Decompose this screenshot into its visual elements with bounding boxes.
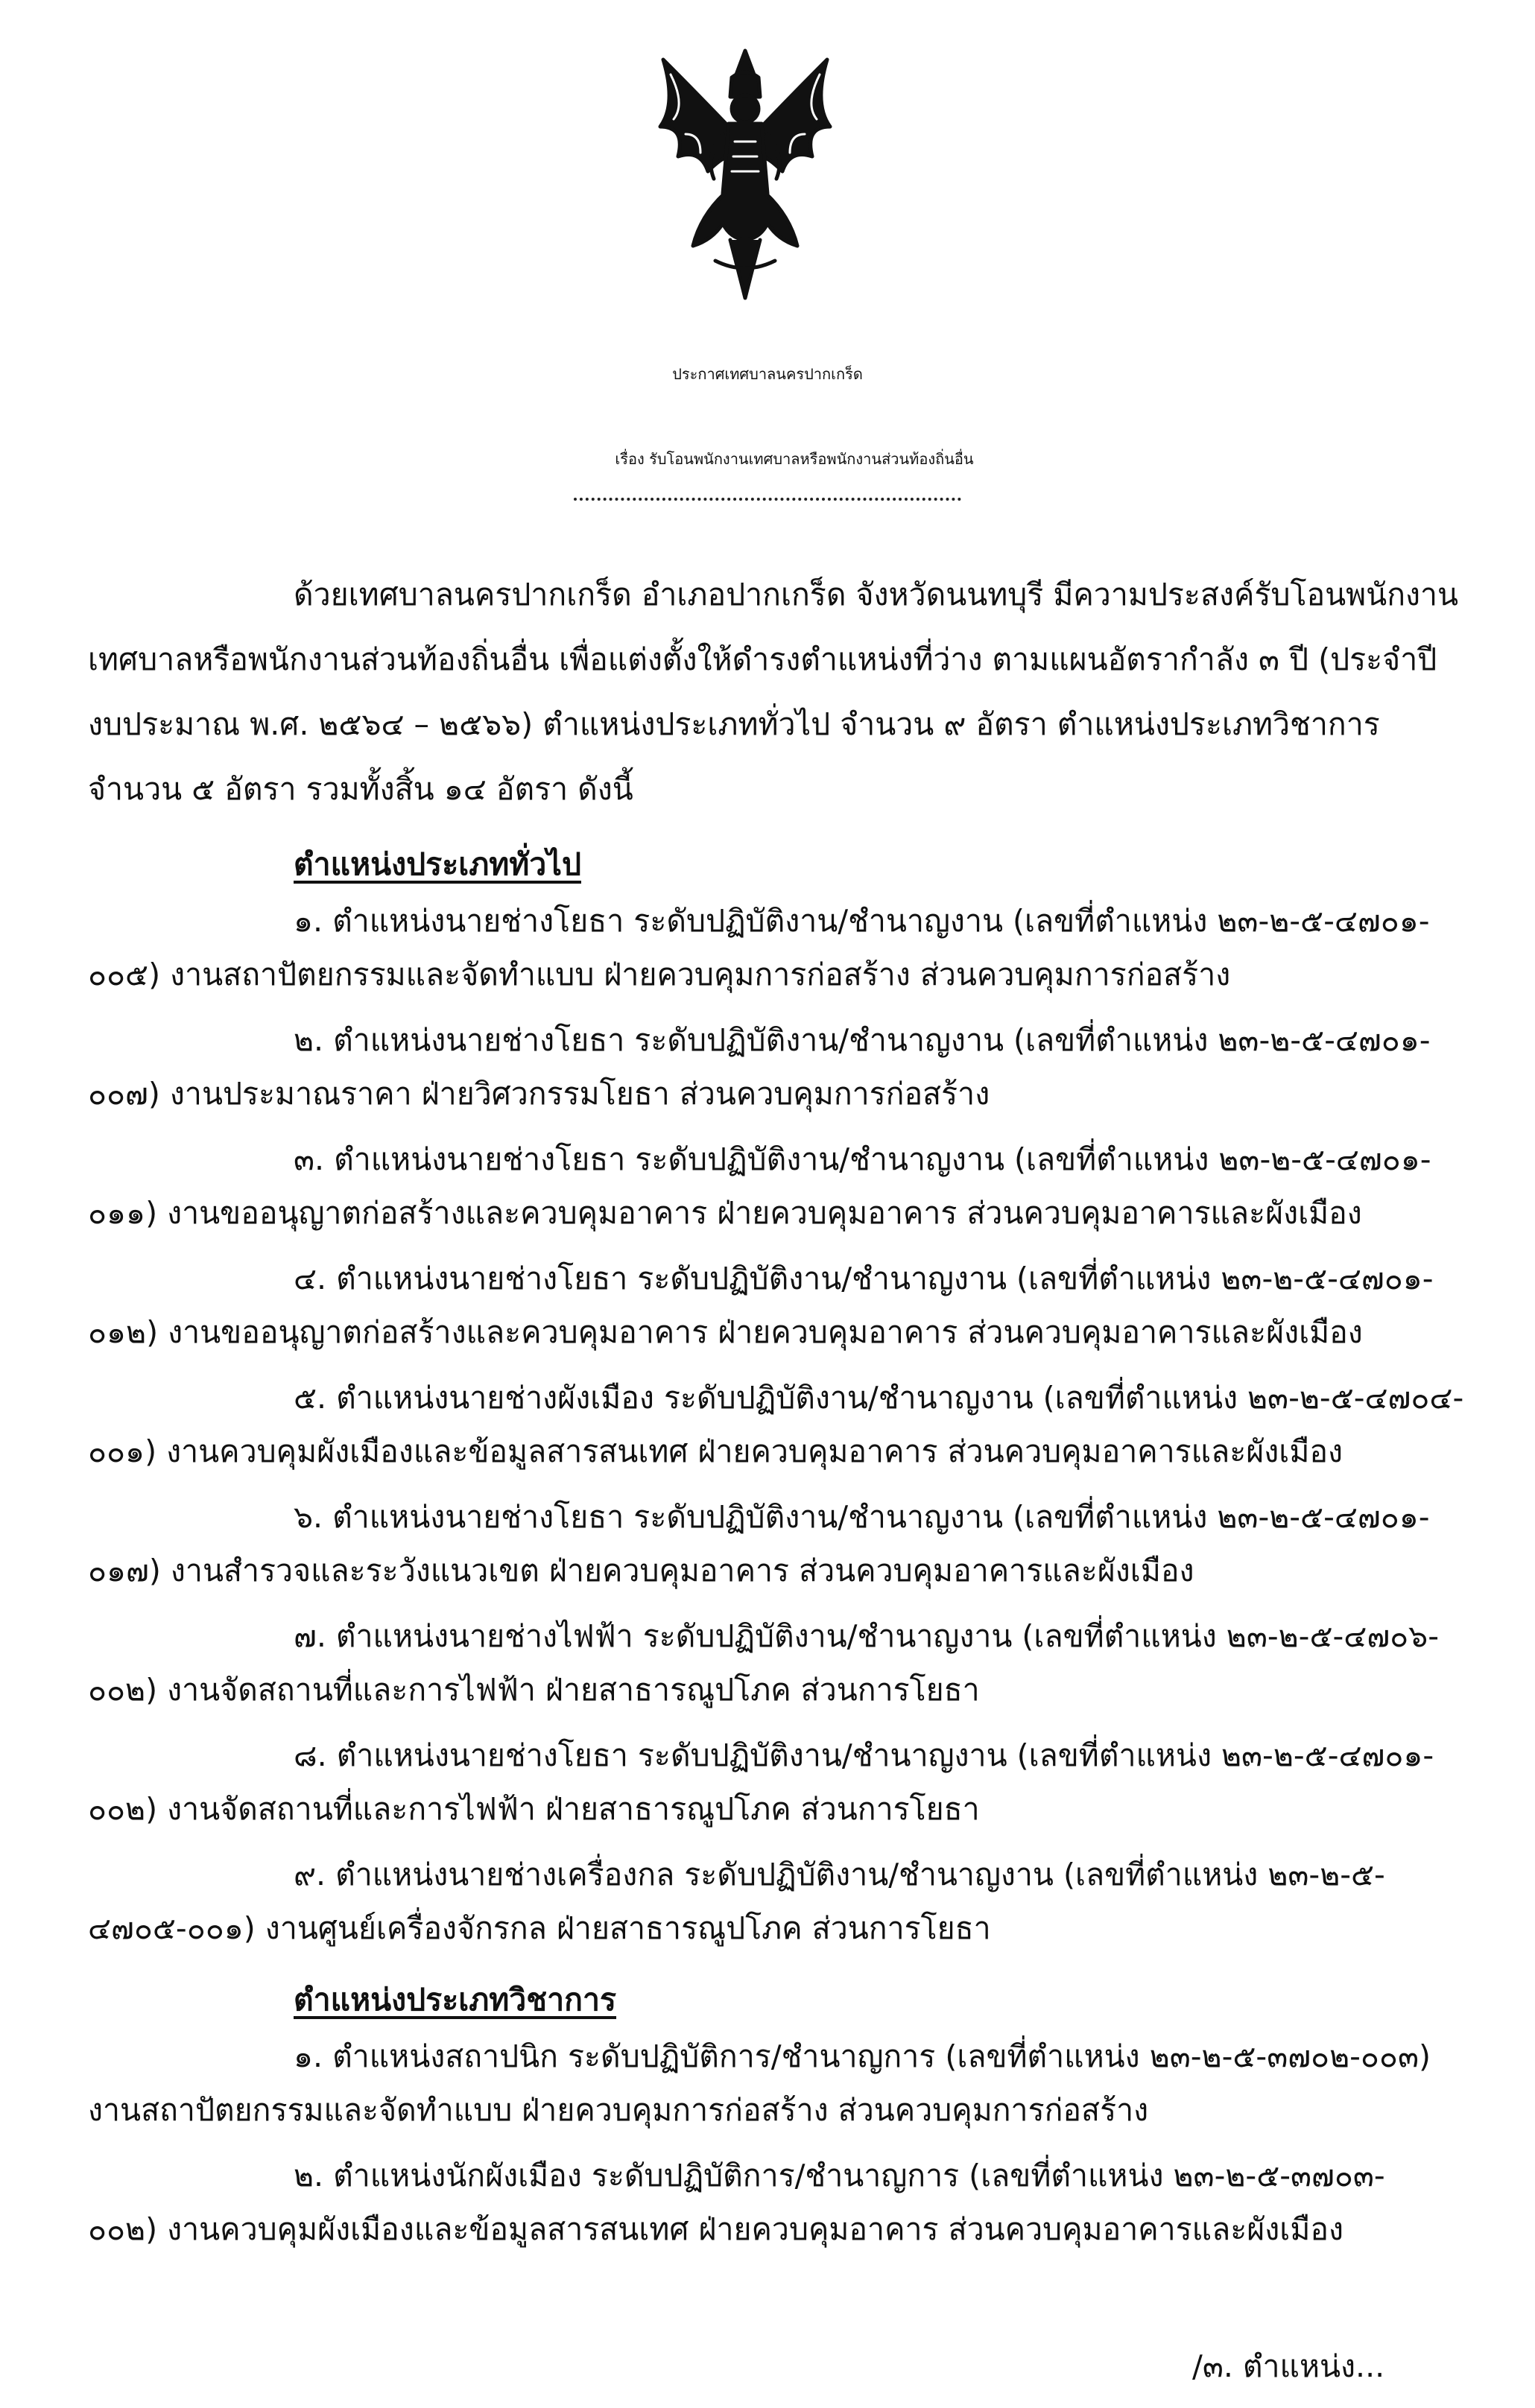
academic-item-2-line-1: ๒. ตำแหน่งนักผังเมือง ระดับปฏิบัติการ/ชำนาญการ (เลขที่ตำแหน่ง ๒๓-๒-๕-๓๗๐๓-: [294, 2158, 1385, 2193]
general-item-9-line-1: ๙. ตำแหน่งนายช่างเครื่องกล ระดับปฏิบัติงาน/ชำนาญงาน (เลขที่ตำแหน่ง ๒๓-๒-๕-: [294, 1857, 1385, 1892]
general-item-6-line-2: ๐๑๗) งานสำรวจและระวังแนวเขต ฝ่ายควบคุมอาคาร ส่วนควบคุมอาคารและผังเมือง: [88, 1553, 1194, 1588]
academic-item-1-line-1: ๑. ตำแหน่งสถาปนิก ระดับปฏิบัติการ/ชำนาญการ (เลขที่ตำแหน่ง ๒๓-๒-๕-๓๗๐๒-๐๐๓): [294, 2038, 1431, 2074]
intro-line-2: เทศบาลหรือพนักงานส่วนท้องถิ่นอื่น เพื่อแต่งตั้งให้ดำรงตำแหน่งที่ว่าง ตามแผนอัตรากำลัง ๓ ปี (ประจำปี: [88, 641, 1437, 677]
title-divider: [574, 498, 961, 501]
document-subject: เรื่อง รับโอนพนักงานเทศบาลหรือพนักงานส่วนท้องถิ่นอื่น: [615, 450, 974, 468]
intro-line-1: ด้วยเทศบาลนครปากเกร็ด อำเภอปากเกร็ด จังหวัดนนทบุรี มีความประสงค์รับโอนพนักงาน: [294, 577, 1459, 612]
general-item-5-line-2: ๐๐๑) งานควบคุมผังเมืองและข้อมูลสารสนเทศ ฝ่ายควบคุมอาคาร ส่วนควบคุมอาคารและผังเมือง: [88, 1433, 1343, 1469]
general-item-5-line-1: ๕. ตำแหน่งนายช่างผังเมือง ระดับปฏิบัติงาน/ชำนาญงาน (เลขที่ตำแหน่ง ๒๓-๒-๕-๔๗๐๔-: [294, 1380, 1464, 1416]
general-item-7-line-1: ๗. ตำแหน่งนายช่างไฟฟ้า ระดับปฏิบัติงาน/ชำนาญงาน (เลขที่ตำแหน่ง ๒๓-๒-๕-๔๗๐๖-: [294, 1618, 1439, 1654]
general-item-2-line-1: ๒. ตำแหน่งนายช่างโยธา ระดับปฏิบัติงาน/ชำนาญงาน (เลขที่ตำแหน่ง ๒๓-๒-๕-๔๗๐๑-: [294, 1022, 1431, 1058]
document-title: ประกาศเทศบาลนครปากเกร็ด: [672, 365, 863, 383]
general-item-3-line-1: ๓. ตำแหน่งนายช่างโยธา ระดับปฏิบัติงาน/ชำนาญงาน (เลขที่ตำแหน่ง ๒๓-๒-๕-๔๗๐๑-: [294, 1141, 1431, 1177]
general-item-8-line-1: ๘. ตำแหน่งนายช่างโยธา ระดับปฏิบัติงาน/ชำนาญงาน (เลขที่ตำแหน่ง ๒๓-๒-๕-๔๗๐๑-: [294, 1737, 1434, 1773]
general-item-3-line-2: ๐๑๑) งานขออนุญาตก่อสร้างและควบคุมอาคาร ฝ่ายควบคุมอาคาร ส่วนควบคุมอาคารและผังเมือง: [88, 1195, 1362, 1231]
general-item-4-line-2: ๐๑๒) งานขออนุญาตก่อสร้างและควบคุมอาคาร ฝ่ายควบคุมอาคาร ส่วนควบคุมอาคารและผังเมือง: [88, 1314, 1363, 1350]
general-item-2-line-2: ๐๐๗) งานประมาณราคา ฝ่ายวิศวกรรมโยธา ส่วนควบคุมการก่อสร้าง: [88, 1076, 990, 1112]
academic-item-2-line-2: ๐๐๒) งานควบคุมผังเมืองและข้อมูลสารสนเทศ ฝ่ายควบคุมอาคาร ส่วนควบคุมอาคารและผังเมือง: [88, 2211, 1343, 2247]
intro-line-3: งบประมาณ พ.ศ. ๒๕๖๔ – ๒๕๖๖) ตำแหน่งประเภททั่วไป จำนวน ๙ อัตรา ตำแหน่งประเภทวิชาการ: [88, 706, 1380, 742]
garuda-emblem-icon: [641, 45, 849, 313]
section-heading-general: ตำแหน่งประเภททั่วไป: [294, 846, 581, 882]
general-item-1-line-1: ๑. ตำแหน่งนายช่างโยธา ระดับปฏิบัติงาน/ชำนาญงาน (เลขที่ตำแหน่ง ๒๓-๒-๕-๔๗๐๑-: [294, 903, 1430, 939]
page-continuation: /๓. ตำแหน่ง...: [1192, 2348, 1385, 2384]
academic-item-1-line-2: งานสถาปัตยกรรมและจัดทำแบบ ฝ่ายควบคุมการก่อสร้าง ส่วนควบคุมการก่อสร้าง: [88, 2092, 1149, 2128]
general-item-4-line-1: ๔. ตำแหน่งนายช่างโยธา ระดับปฏิบัติงาน/ชำนาญงาน (เลขที่ตำแหน่ง ๒๓-๒-๕-๔๗๐๑-: [294, 1261, 1434, 1296]
general-item-9-line-2: ๔๗๐๕-๐๐๑) งานศูนย์เครื่องจักรกล ฝ่ายสาธารณูปโภค ส่วนการโยธา: [88, 1910, 991, 1946]
general-item-8-line-2: ๐๐๒) งานจัดสถานที่และการไฟฟ้า ฝ่ายสาธารณูปโภค ส่วนการโยธา: [88, 1791, 980, 1827]
intro-line-4: จำนวน ๕ อัตรา รวมทั้งสิ้น ๑๔ อัตรา ดังนี้: [88, 771, 633, 807]
general-item-7-line-2: ๐๐๒) งานจัดสถานที่และการไฟฟ้า ฝ่ายสาธารณูปโภค ส่วนการโยธา: [88, 1672, 980, 1708]
general-item-1-line-2: ๐๐๕) งานสถาปัตยกรรมและจัดทำแบบ ฝ่ายควบคุมการก่อสร้าง ส่วนควบคุมการก่อสร้าง: [88, 957, 1231, 992]
section-heading-academic: ตำแหน่งประเภทวิชาการ: [294, 1982, 617, 2018]
general-item-6-line-1: ๖. ตำแหน่งนายช่างโยธา ระดับปฏิบัติงาน/ชำนาญงาน (เลขที่ตำแหน่ง ๒๓-๒-๕-๔๗๐๑-: [294, 1499, 1430, 1535]
